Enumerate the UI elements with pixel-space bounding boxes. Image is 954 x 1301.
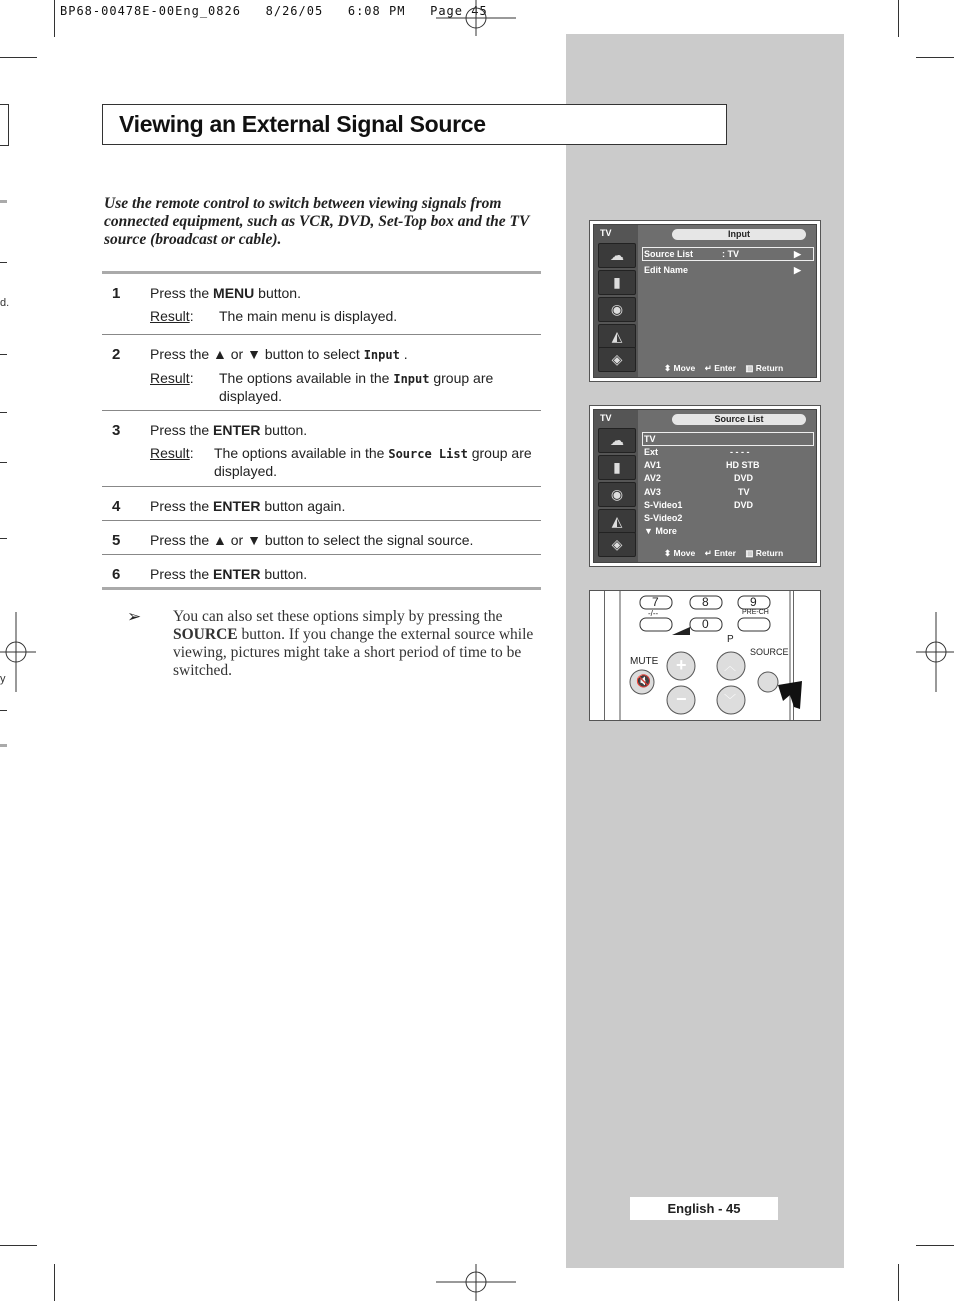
channel-menu-icon: ◉ [598,482,636,507]
osd-tab: TV [600,228,612,238]
key-9: 9 [750,595,757,609]
picture-menu-icon: ☁ [598,243,636,268]
crop-mark [0,1245,37,1246]
step-row [102,487,541,521]
step-number: 3 [112,422,121,439]
enter-icon: ↵ [704,548,712,558]
osd-source-item[interactable]: AV1 HD STB [644,460,760,470]
step-result: Result: The options available in the Source List group are displayed. [150,445,532,479]
step-instruction: Press the ENTER button again. [150,498,346,514]
osd-tab: TV [600,413,612,423]
osd-footer: ⬍ Move ↵ Enter ▥ Return [664,548,784,558]
arrow-right-icon: ▶ [794,265,801,275]
osd-source-item[interactable]: AV2 DVD [644,473,754,483]
key-mute: MUTE [630,656,659,667]
chevron-up-icon: ︿ [724,659,737,673]
crop-mark [916,1245,954,1246]
osd-title: Input [672,229,806,240]
step-row [102,274,541,335]
crop-mark [54,0,55,37]
crop-mark [54,1264,55,1301]
input-menu-icon: ◈ [598,532,636,557]
osd-sidebar [594,410,638,562]
key-7: 7 [652,595,659,609]
osd-sidebar [594,225,638,377]
title-box [102,104,727,145]
osd-source-item[interactable]: S-Video2 [644,513,683,523]
registration-mark [436,0,516,36]
channel-menu-icon: ◉ [598,297,636,322]
key-dash: -/-- [648,609,659,618]
osd-source-item[interactable]: TV [644,434,656,444]
step-instruction: Press the MENU button. [150,285,301,301]
step-number: 2 [112,346,121,363]
osd-selection-highlight [642,432,814,446]
move-icon: ⬍ [664,548,672,558]
osd-input-screen [589,220,821,382]
step-instruction: Press the ENTER button. [150,422,308,438]
result-label: Result [150,445,190,461]
edge-fragment: d. [0,297,10,309]
move-icon: ⬍ [664,363,672,373]
return-icon: ▥ [745,363,754,373]
step-number: 5 [112,532,121,549]
edge-rule [0,354,7,355]
return-icon: ▥ [745,548,754,558]
edge-rule [0,462,7,463]
sound-menu-icon: ▮ [598,270,636,295]
steps-table [102,271,541,590]
step-row [102,411,541,487]
edge-tab [0,104,9,146]
osd-source-item[interactable]: Ext - - - - [644,447,750,457]
setup-menu-icon: ◭ [598,324,636,349]
step-row [102,521,541,555]
speaker-mute-icon: 🔇 [636,674,651,688]
osd-title: Source List [672,414,806,425]
step-instruction: Press the ENTER button. [150,566,308,582]
edge-rule [0,412,7,413]
step-row [102,555,541,587]
osd-source-list-screen [589,405,821,567]
key-p: P [727,634,734,645]
result-label: Result [150,370,190,386]
picture-menu-icon: ☁ [598,428,636,453]
step-number: 6 [112,566,121,583]
crop-mark [0,57,37,58]
step-result: Result: The options available in the Input group are displayed. [150,370,494,404]
edge-fragment: y [0,673,6,685]
result-label: Result [150,308,190,324]
registration-mark [436,1264,516,1301]
step-number: 1 [112,285,121,302]
osd-source-item[interactable]: S-Video1 DVD [644,500,754,510]
osd-source-item[interactable]: AV3 TV [644,487,750,497]
minus-icon: − [676,689,687,709]
input-menu-icon: ◈ [598,347,636,372]
setup-menu-icon: ◭ [598,509,636,534]
page-title: Viewing an External Signal Source [119,111,486,137]
crop-mark [916,57,954,58]
chevron-down-icon: ﹀ [724,693,737,707]
plus-icon: + [676,655,687,675]
step-row [102,335,541,411]
crop-mark [898,0,899,37]
sound-menu-icon: ▮ [598,455,636,480]
osd-footer: ⬍ Move ↵ Enter ▥ Return [664,363,784,373]
enter-icon: ↵ [704,363,712,373]
osd-more-item[interactable]: ▼ More [644,526,677,536]
osd-menu-item[interactable]: Edit Name ▶ [644,265,801,275]
intro-text: Use the remote control to switch between viewing signals from connected equipment, such as VCR, DVD, Set-Top box and the TV source (broadcast or cable). [104,195,530,248]
key-0: 0 [702,617,709,631]
note-arrow-icon: ➢ [127,607,142,626]
key-source: SOURCE [750,647,789,657]
edge-rule [0,262,7,263]
osd-menu-item[interactable]: Source List : TV ▶ [644,249,801,259]
step-instruction: Press the ▲ or ▼ button to select Input . [150,346,408,362]
edge-rule [0,744,7,747]
step-instruction: Press the ▲ or ▼ button to select the signal source. [150,532,474,548]
page-number: English - 45 [630,1197,778,1220]
print-header: BP68-00478E-00Eng_0826 8/26/05 6:08 PM Page 45 [60,4,488,18]
edge-rule [0,538,7,539]
step-number: 4 [112,498,121,515]
key-pre-ch: PRE-CH [742,609,769,616]
key-8: 8 [702,595,709,609]
remote-control-illustration [589,590,821,721]
step-result: Result: The main menu is displayed. [150,308,398,324]
edge-rule [0,200,7,203]
registration-mark [916,612,954,692]
edge-rule [0,710,7,711]
crop-mark [898,1264,899,1301]
note-text: You can also set these options simply by pressing the SOURCE button. If you change the external source while viewing, pictures might take a short period of time to be switched. [173,608,534,679]
arrow-right-icon: ▶ [794,249,801,259]
